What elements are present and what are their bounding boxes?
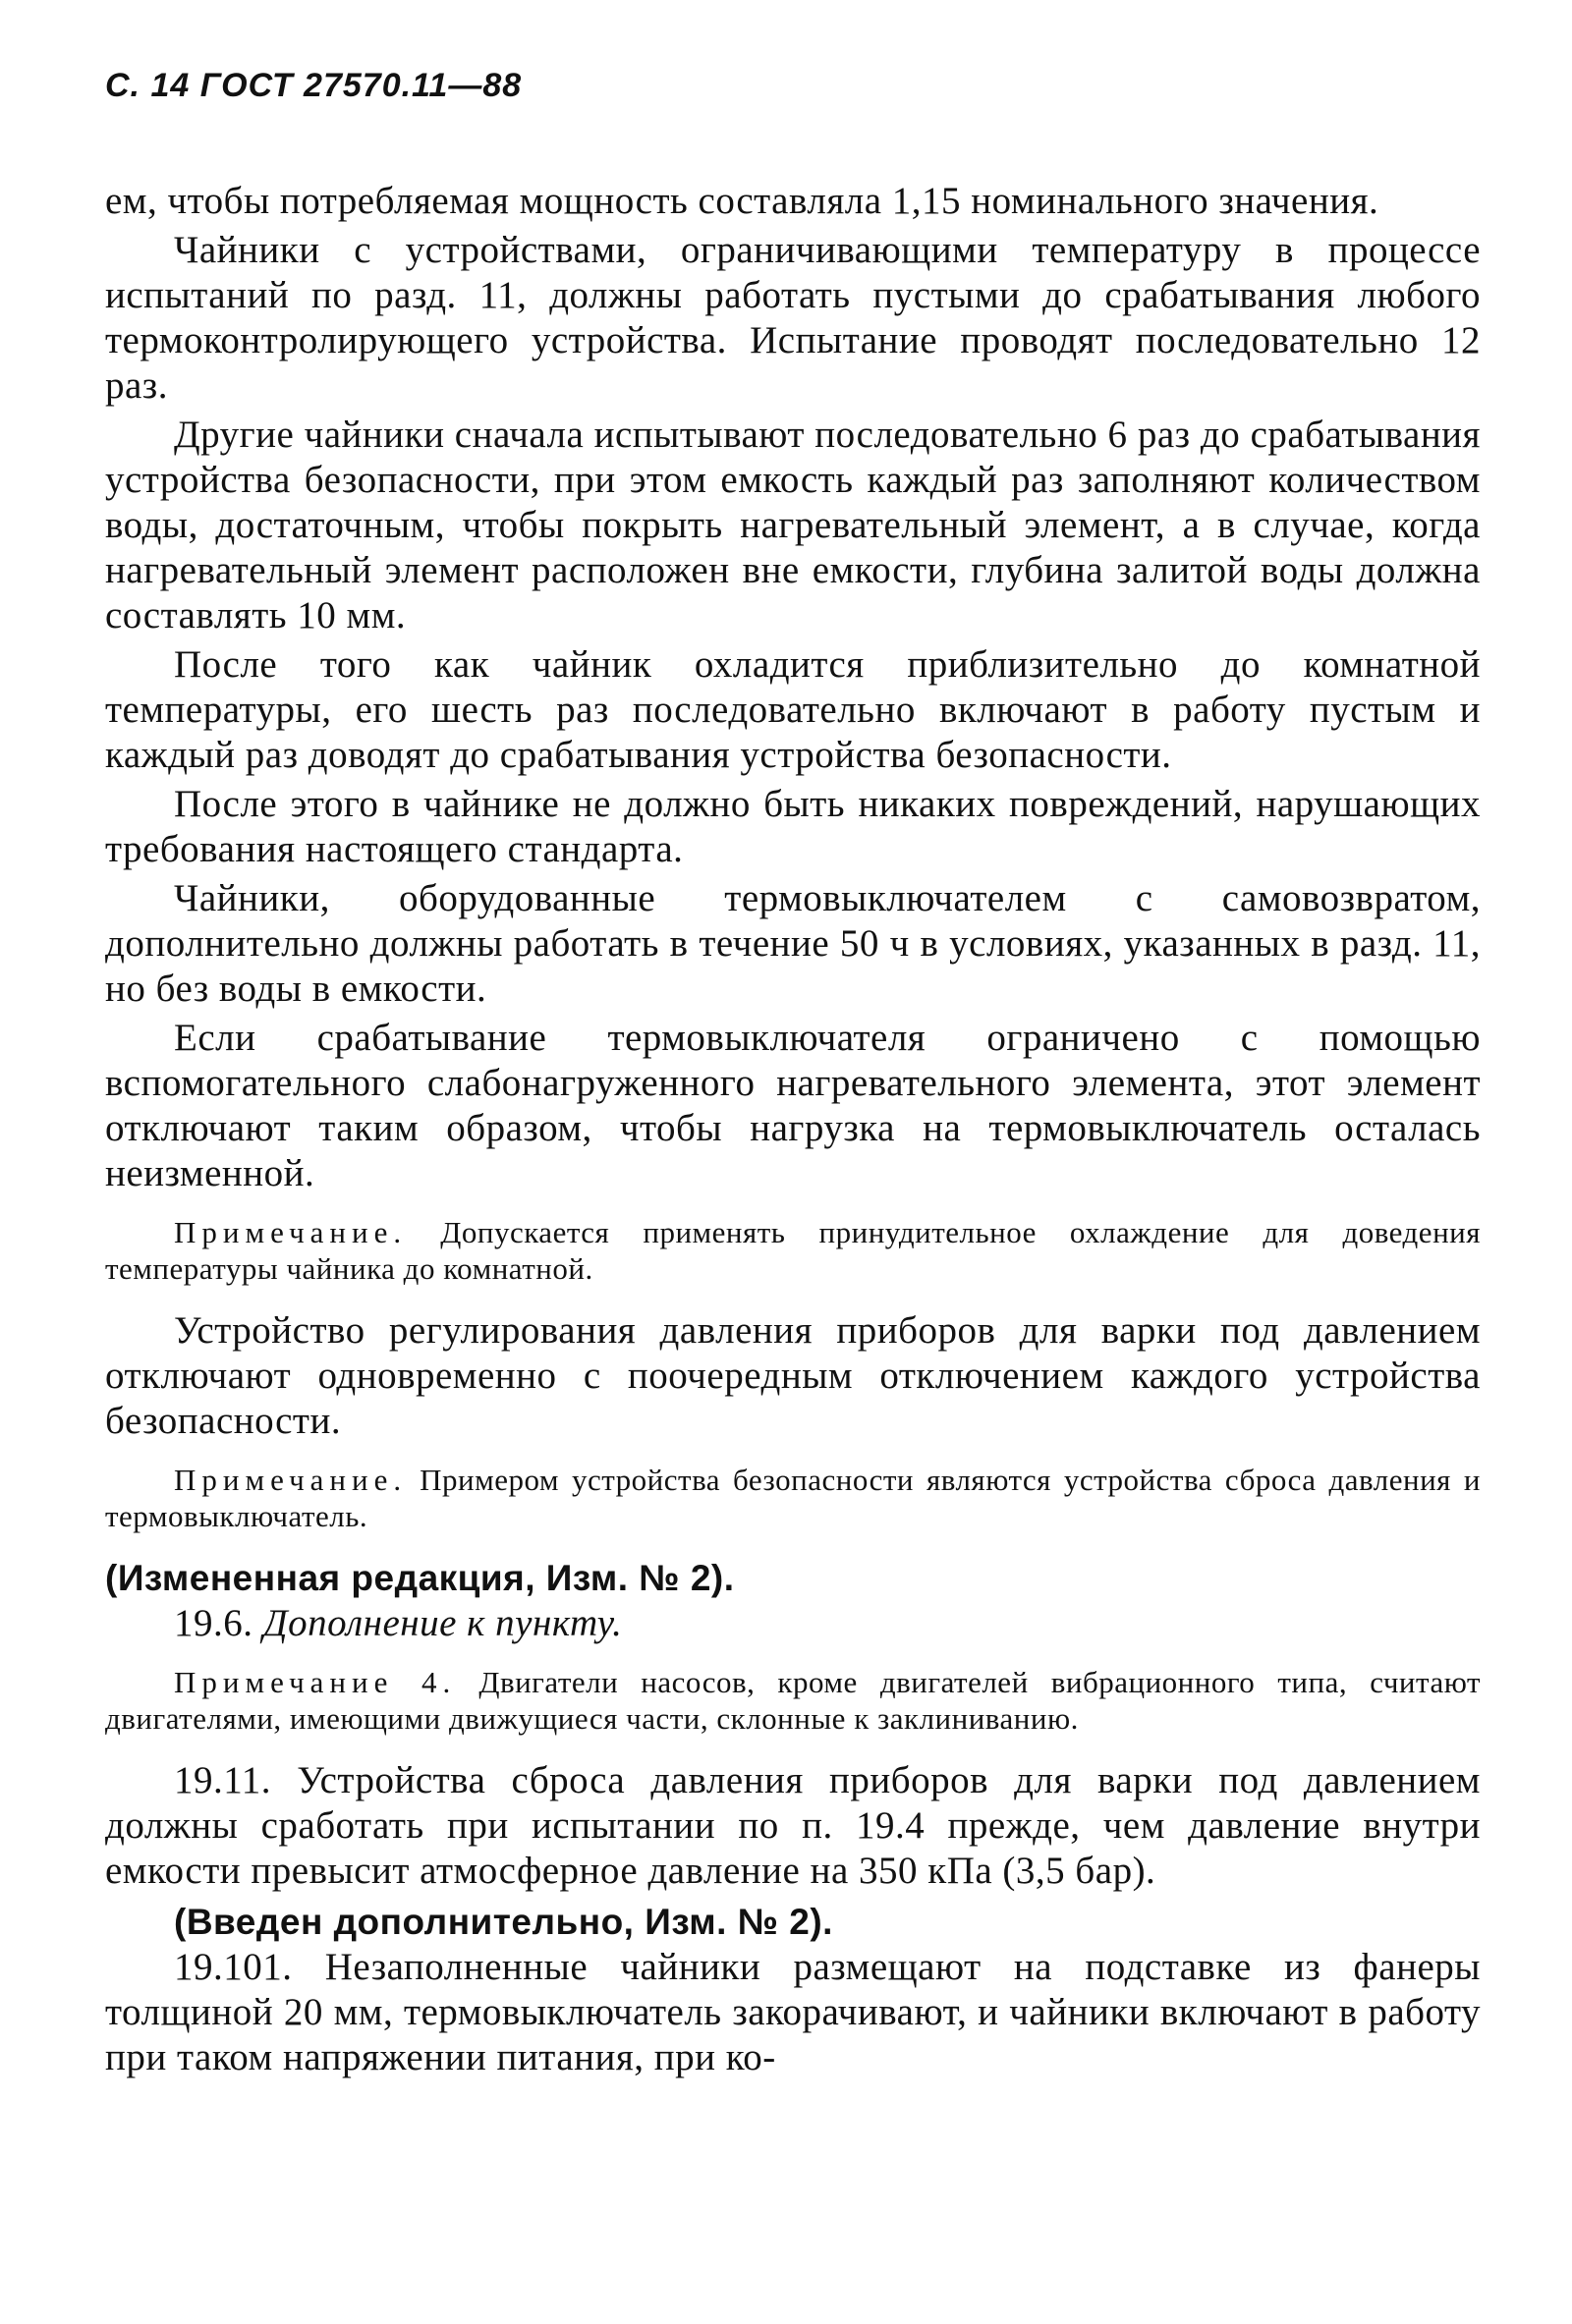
note-label: Примечание. [174,1463,408,1497]
document-page [105,69,1481,2084]
page-header: С. 14 ГОСТ 27570.11—88 [105,67,523,104]
note-cooling [105,1214,1481,1287]
section-19-101: 19.101. Незаполненные чайники размещают на подставке из фанеры толщиной 20 мм, термовыключатель закорачивают, и чайники включают в работу при таком напряжении питания, при ко- [105,1946,1481,2078]
section-19-11: 19.11. Устройства сброса давления приборов для варки под давлением должны сработать при испытании по п. 19.4 прежде, чем давление внутри емкости превысит атмосферное давление на 350 кПа (3,5 бар). [105,1759,1481,1892]
note-safety-example [105,1462,1481,1534]
section-number: 19.6. [174,1602,253,1644]
note-text: Примером устройства безопасности являются устройства сброса давления и термовыключатель. [105,1463,1482,1533]
section-title: Дополнение к пункту. [262,1602,623,1644]
paragraph-other-kettles: Другие чайники сначала испытывают последовательно 6 раз до срабатывания устройства безопасности, при этом емкость каждый раз заполняют количеством воды, достаточным, чтобы покрыть нагревательный элемент, а в случае, когда нагревательный элемент расположен вне емкости, глубина залитой воды должна составлять 10 мм. [105,414,1481,636]
paragraph-continuation: ем, чтобы потребляемая мощность составляла 1,15 номинального значения. [105,180,1379,222]
note-text: Двигатели насосов, кроме двигателей вибрационного типа, считают двигателями, имеющими движущиеся части, склонные к заклиниванию. [105,1665,1482,1736]
note-4 [105,1664,1481,1737]
amendment-note-2: (Введен дополнительно, Изм. № 2). [174,1902,833,1942]
note-label: Примечание. [174,1215,408,1249]
amendment-note-1: (Измененная редакция, Изм. № 2). [105,1558,735,1598]
section-19-6 [105,1601,1481,1646]
note-text: Допускается применять принудительное охлаждение для доведения температуры чайника до комнатной. [105,1215,1482,1286]
paragraph-self-resetting: Чайники, оборудованные термовыключателем с самовозвратом, дополнительно должны работать в течение 50 ч в условиях, указанных в разд. 11, но без воды в емкости. [105,877,1481,1010]
paragraph-auxiliary-element: Если срабатывание термовыключателя ограничено с помощью вспомогательного слабонагруженного нагревательного элемента, этот элемент отключают таким образом, чтобы нагрузка на термовыключатель осталась неизменной. [105,1017,1481,1194]
paragraph-kettles-limiters: Чайники с устройствами, ограничивающими температуру в процессе испытаний по разд. 11, должны работать пустыми до срабатывания любого термоконтролирующего устройства. Испытание проводят последовательно 12 раз. [105,229,1481,407]
paragraph-after-cooling: После того как чайник охладится приблизительно до комнатной температуры, его шесть раз последовательно включают в работу пустым и каждый раз доводят до срабатывания устройства безопасности. [105,643,1481,776]
paragraph-no-damage: После этого в чайнике не должно быть никаких повреждений, нарушающих требования настоящего стандарта. [105,783,1481,870]
paragraph-pressure-regulator: Устройство регулирования давления приборов для варки под давлением отключают одновременно с поочередным отключением каждого устройства безопасности. [105,1309,1481,1442]
note-label: Примечание 4. [174,1665,457,1699]
